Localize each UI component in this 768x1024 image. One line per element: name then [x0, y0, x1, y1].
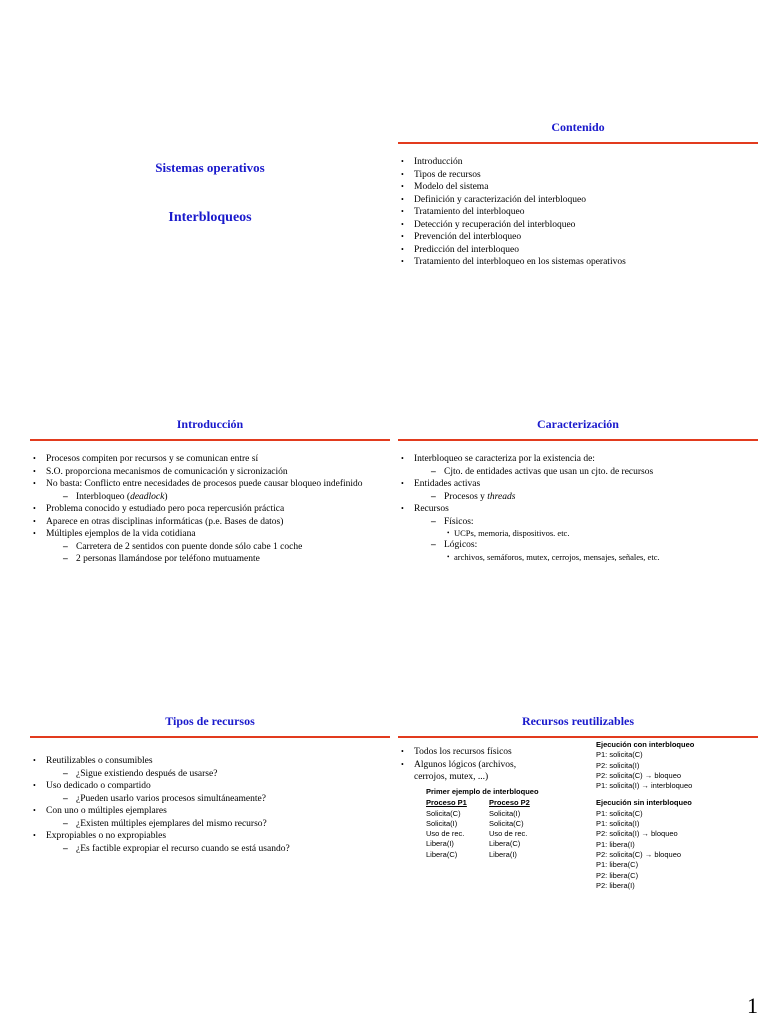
trace-line: P2: solicita(I) [596, 760, 640, 770]
list-item: • Detección y recuperación del interbloqueo [398, 219, 758, 232]
sub-item: – Cjto. de entidades activas que usan un cjto. de recursos [414, 466, 758, 479]
bullet-list [398, 453, 758, 563]
trace-line: P1: solicita(I) [596, 819, 640, 829]
exec-with-title: Ejecución con interbloqueo [596, 740, 695, 749]
bullet-list [398, 746, 548, 784]
example-title: Primer ejemplo de interbloqueo [426, 787, 539, 796]
trace-line: P2: libera(C) [596, 870, 639, 880]
list-item: • S.O. proporciona mecanismos de comunicación y sicronización [30, 466, 390, 479]
slide-tipos-recursos [30, 714, 390, 855]
column-header: Proceso P1 [426, 798, 467, 808]
list-item: • Procesos compiten por recursos y se comunican entre sí [30, 453, 390, 466]
heading-rule [30, 736, 390, 738]
heading-rule [398, 736, 758, 738]
table-row: Uso de rec. Uso de rec. [426, 829, 528, 839]
list-item: • Expropiables o no expropiables – ¿Es factible expropiar el recurso cuando se está usando? [30, 830, 390, 855]
table-row: Solicita(C) Solicita(I) [426, 808, 521, 818]
sub-sub-item: • UCPs, memoria, dispositivos. etc. [414, 528, 758, 539]
list-item: • Recursos – Físicos: • UCPs, memoria, dispositivos. etc. – Lógicos: • archivos, semáforos, mutex, cerrojos, mensajes, señales, etc. [398, 503, 758, 563]
list-item: • Todos los recursos físicos [398, 746, 548, 759]
execution-traces [596, 740, 746, 891]
column-header: Proceso P2 [489, 798, 530, 808]
list-item: • Uso dedicado o compartido – ¿Pueden usarlo varios procesos simultáneamente? [30, 780, 390, 805]
heading-rule [398, 439, 758, 441]
trace-line: P1: solicita(I) → interbloqueo [596, 781, 693, 791]
table-row: Libera(I) Libera(C) [426, 839, 521, 849]
trace-line: P2: solicita(I) → bloqueo [596, 829, 678, 839]
list-item: • Definición y caracterización del interbloqueo [398, 194, 758, 207]
trace-line: P2: libera(I) [596, 880, 635, 890]
slide-heading: Contenido [551, 120, 605, 134]
trace-line: P1: solicita(C) [596, 750, 643, 760]
list-item: • Introducción [398, 156, 758, 169]
trace-line: P1: libera(I) [596, 839, 635, 849]
page-number: 1 [747, 993, 758, 1018]
heading-rule [30, 439, 390, 441]
heading-rule [398, 142, 758, 144]
trace-line: P1: libera(C) [596, 860, 639, 870]
list-item: • Problema conocido y estudiado pero poca repercusión práctica [30, 503, 390, 516]
bullet-list [30, 755, 390, 855]
slide-contenido [398, 120, 758, 269]
list-item: • Interbloqueo se caracteriza por la existencia de: – Cjto. de entidades activas que usan un cjto. de recursos [398, 453, 758, 478]
table-row: Solicita(I) Solicita(C) [426, 818, 524, 828]
sub-item: – Carretera de 2 sentidos con puente donde sólo cabe 1 coche [46, 541, 390, 554]
list-item: • Con uno o múltiples ejemplares – ¿Existen múltiples ejemplares del mismo recurso? [30, 805, 390, 830]
list-item: • Tratamiento del interbloqueo [398, 206, 758, 219]
presentation-subtitle: Interbloqueos [168, 210, 252, 225]
trace-line: P2: solicita(C) → bloqueo [596, 849, 682, 859]
list-item: • Tratamiento del interbloqueo en los sistemas operativos [398, 256, 758, 269]
sub-item: – ¿Existen múltiples ejemplares del mismo recurso? [46, 818, 390, 831]
contents-list [398, 156, 758, 269]
sub-item: – ¿Es factible expropiar el recurso cuando se está usando? [46, 843, 390, 856]
slide-heading: Tipos de recursos [165, 714, 255, 728]
list-item: • Modelo del sistema [398, 181, 758, 194]
slide-recursos-reutilizables [398, 714, 758, 904]
list-item: • Reutilizables o consumibles – ¿Sigue existiendo después de usarse? [30, 755, 390, 780]
slide-introduccion [30, 417, 390, 566]
list-item: • Algunos lógicos (archivos, cerrojos, mutex, ...) [398, 759, 548, 784]
sub-item: – ¿Pueden usarlo varios procesos simultáneamente? [46, 793, 390, 806]
sub-item: – Interbloqueo (deadlock) [46, 491, 390, 504]
list-item: • No basta: Conflicto entre necesidades de procesos puede causar bloqueo indefinido – Interbloqueo (deadlock) [30, 478, 390, 503]
list-item: • Predicción del interbloqueo [398, 244, 758, 257]
list-item: • Prevención del interbloqueo [398, 231, 758, 244]
sub-item: – Procesos y threads [414, 491, 758, 504]
list-item: • Tipos de recursos [398, 169, 758, 182]
slide-heading: Caracterización [537, 417, 619, 431]
table-row: Libera(C) Libera(I) [426, 849, 517, 859]
bullet-list [30, 453, 390, 566]
slide-title [30, 160, 390, 226]
list-item: • Múltiples ejemplos de la vida cotidiana – Carretera de 2 sentidos con puente donde sólo cabe 1 coche – 2 personas llamándose por teléfono mutuamente [30, 528, 390, 566]
first-example [426, 787, 586, 860]
slide-heading: Recursos reutilizables [521, 714, 635, 728]
presentation-title: Sistemas operativos [155, 160, 265, 175]
trace-line: P1: solicita(C) [596, 808, 643, 818]
trace-line: P2: solicita(C) → bloqueo [596, 770, 682, 780]
list-item: • Aparece en otras disciplinas informáticas (p.e. Bases de datos) [30, 516, 390, 529]
slide-heading: Introducción [176, 417, 244, 431]
sub-item: – 2 personas llamándose por teléfono mutuamente [46, 553, 390, 566]
list-item: • Entidades activas – Procesos y threads [398, 478, 758, 503]
sub-item: – Lógicos: • archivos, semáforos, mutex, cerrojos, mensajes, señales, etc. [414, 539, 758, 563]
slide-caracterizacion [398, 417, 758, 563]
sub-sub-item: • archivos, semáforos, mutex, cerrojos, mensajes, señales, etc. [414, 552, 758, 563]
sub-item: – Físicos: • UCPs, memoria, dispositivos. etc. [414, 516, 758, 540]
example-header [426, 798, 586, 808]
sub-item: – ¿Sigue existiendo después de usarse? [46, 768, 390, 781]
exec-without-title: Ejecución sin interbloqueo [596, 798, 692, 808]
